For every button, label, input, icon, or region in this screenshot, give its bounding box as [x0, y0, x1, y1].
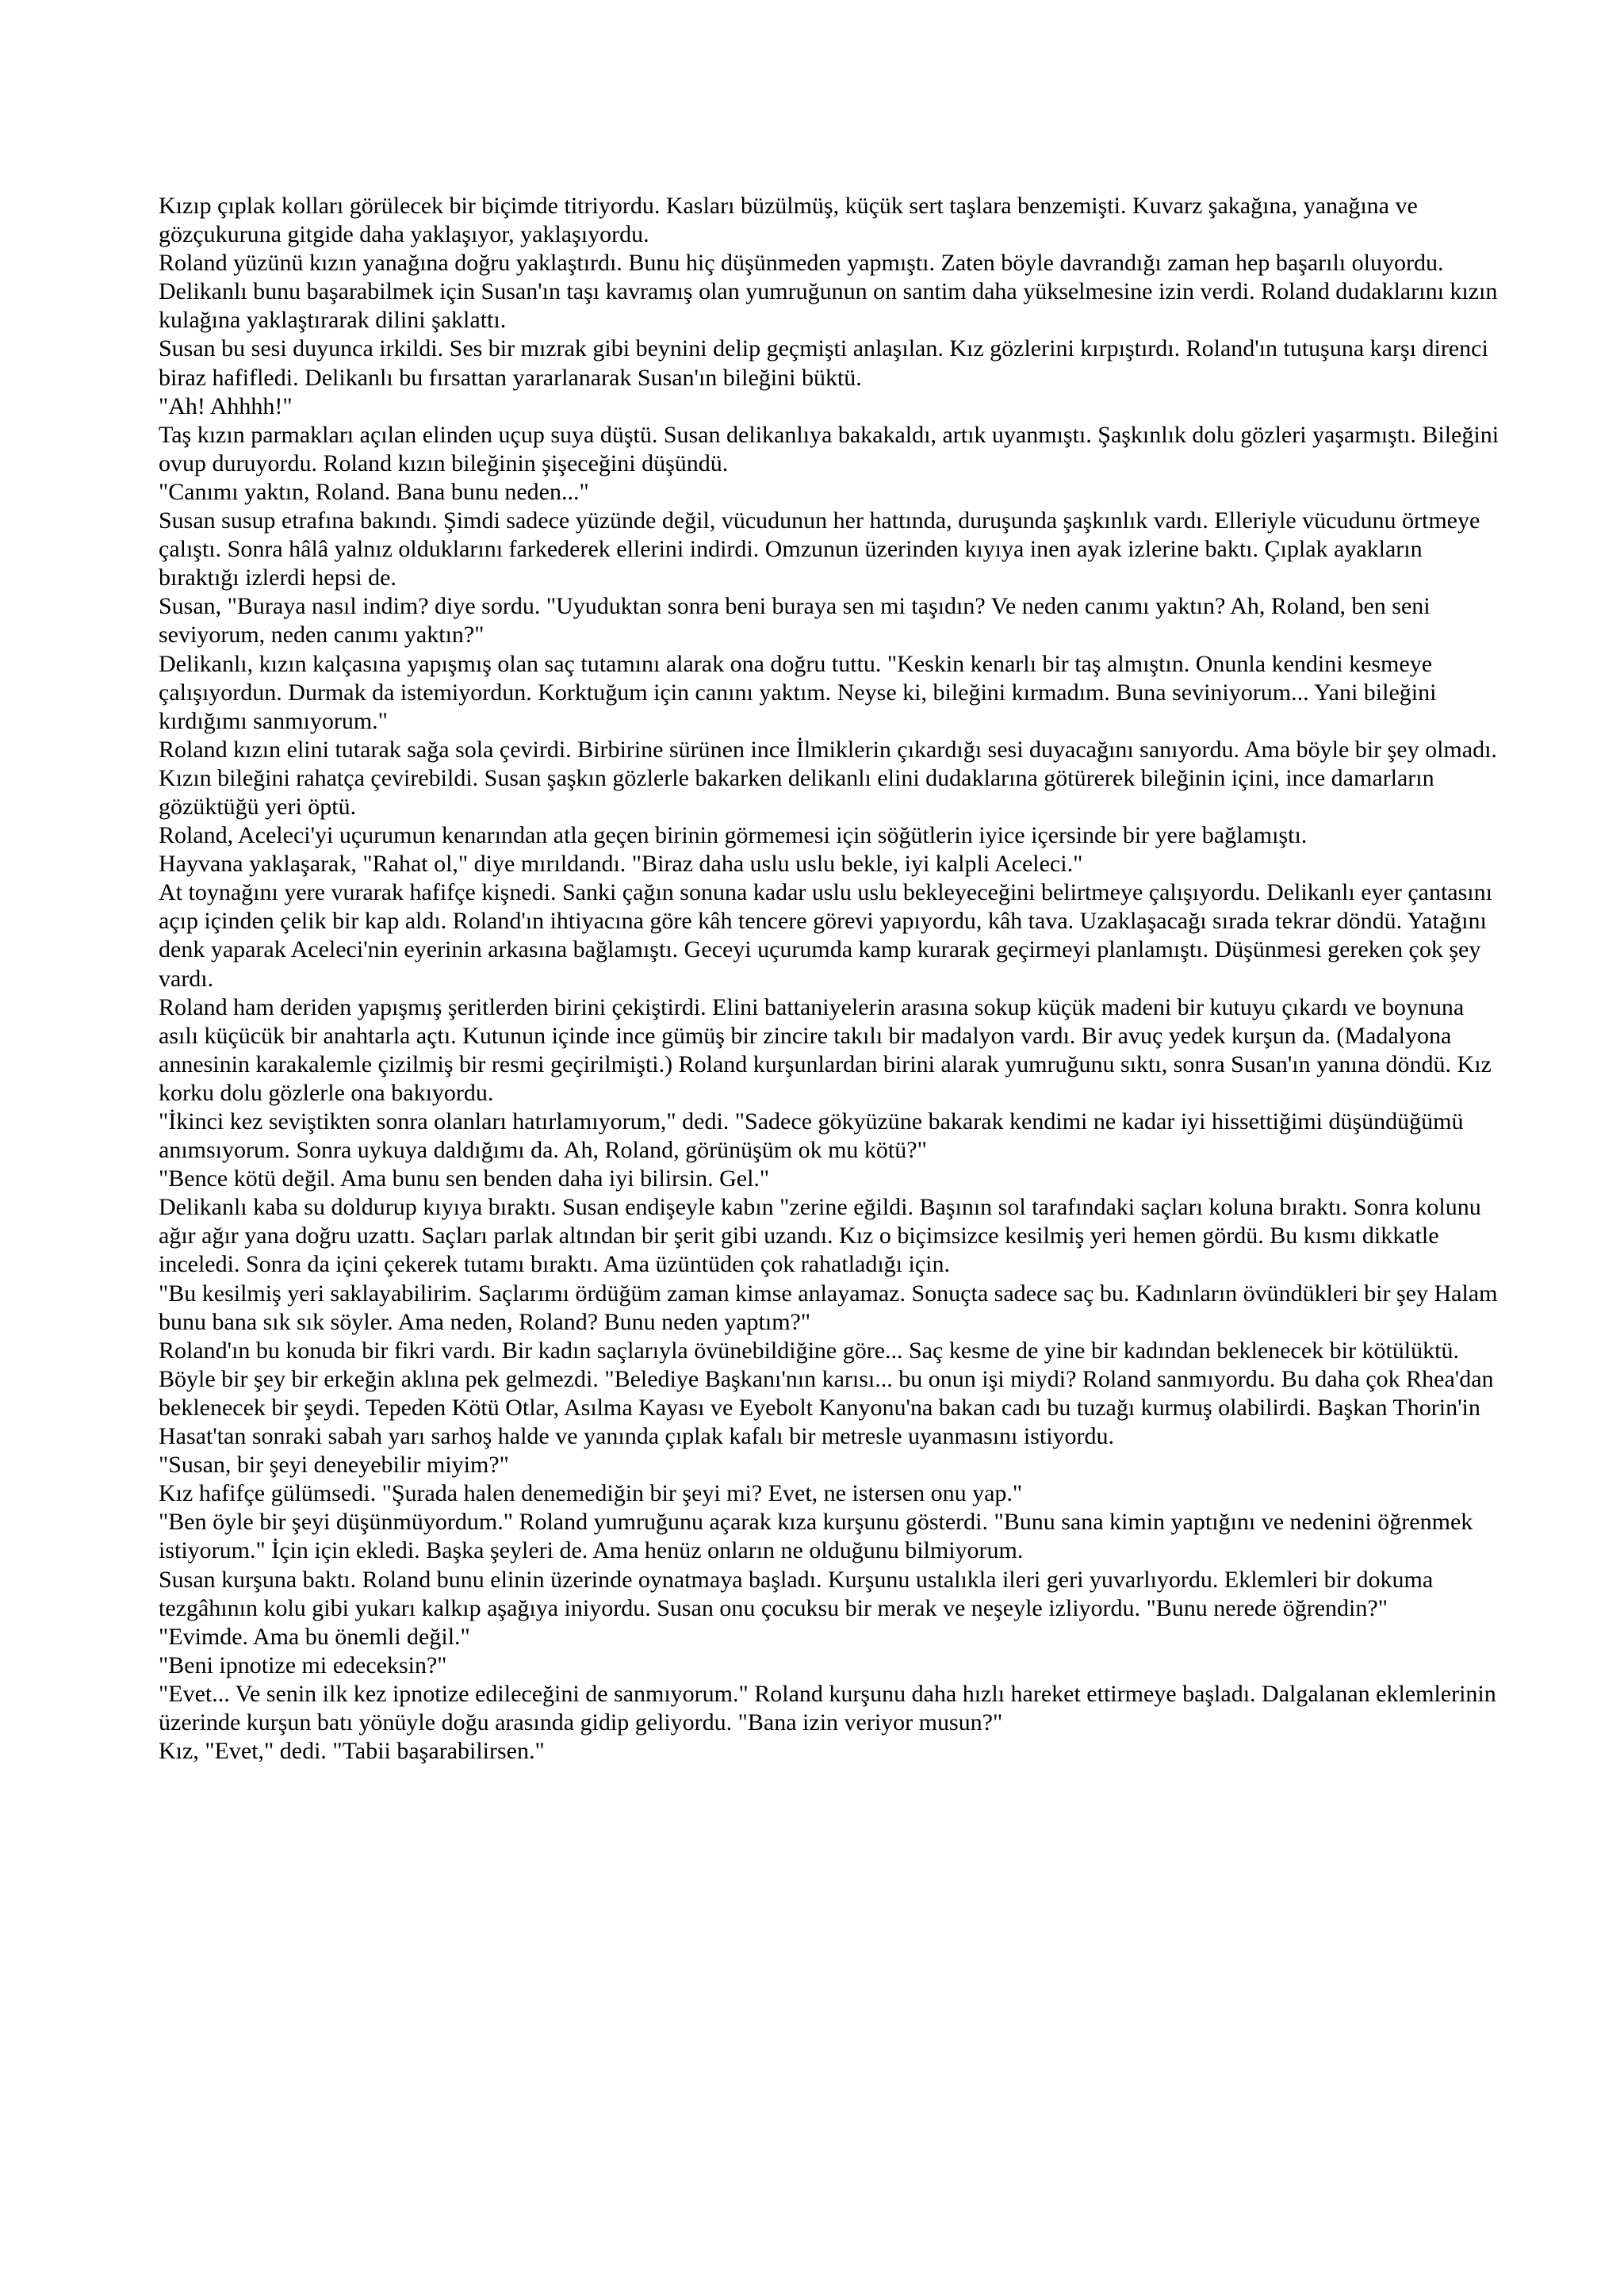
paragraph: "Ben öyle bir şeyi düşünmüyordum." Roland yumruğunu açarak kıza kurşunu gösterdi. "Bunu sana kimin yaptığını ve nedenini öğrenmek istiyorum." İçin için ekledi. Başka şeyleri de. Ama henüz onların ne olduğunu bilmiyorum. — [159, 1509, 1473, 1564]
paragraph: Delikanlı, kızın kalçasına yapışmış olan saç tutamını alarak ona doğru tuttu. "Keskin kenarlı bir taş almıştın. Onunla kendini kesmeye çalışıyordun. Durmak da istemiyordun. Korktuğum için canını yaktım. Neyse ki, bileğini kırmadım. Buna seviniyorum... Yani bileğini kırdığımı sanmıyorum." — [159, 650, 1437, 734]
paragraph: "Bence kötü değil. Ama bunu sen benden daha iyi bilirsin. Gel." — [159, 1165, 770, 1192]
paragraph: "Canımı yaktın, Roland. Bana bunu neden..." — [159, 478, 589, 505]
paragraph: "Beni ipnotize mi edeceksin?" — [159, 1651, 447, 1678]
paragraph: Kızıp çıplak kolları görülecek bir biçimde titriyordu. Kasları büzülmüş, küçük sert taşlara benzemişti. Kuvarz şakağına, yanağına ve gözçukuruna gitgide daha yaklaşıyor, yaklaşıyordu. — [159, 193, 1418, 248]
paragraph: At toynağını yere vurarak hafifçe kişnedi. Sanki çağın sonuna kadar uslu uslu bekleyeceğini belirtmeye çalışıyordu. Delikanlı eyer çantasını açıp içinden çelik bir kap aldı. Roland'ın ihtiyacına göre kâh tencere görevi yapıyordu, kâh tava. Uzaklaşacağı sırada tekrar döndü. Yatağını denk yaparak Aceleci'nin eyerinin arkasına bağlamıştı. Geceyi uçurumda kamp kurarak geçirmeyi planlamıştı. Düşünmesi gereken çok şey vardı. — [159, 879, 1492, 992]
paragraph: "Evimde. Ama bu önemli değil." — [159, 1623, 470, 1650]
paragraph: Hayvana yaklaşarak, "Rahat ol," diye mırıldandı. "Biraz daha uslu uslu bekle, iyi kalpli Aceleci." — [159, 851, 1083, 878]
document-page — [159, 192, 1507, 1766]
paragraph: Taş kızın parmakları açılan elinden uçup suya düştü. Susan delikanlıya bakakaldı, artık uyanmıştı. Şaşkınlık dolu gözleri yaşarmıştı. Bileğini ovup duruyordu. Roland kızın bileğinin şişeceğini düşündü. — [159, 421, 1500, 476]
paragraph: Susan susup etrafına bakındı. Şimdi sadece yüzünde değil, vücudunun her hattında, duruşunda şaşkınlık vardı. Elleriyle vücudunu örtmeye çalıştı. Sonra hâlâ yalnız olduklarını farkederek ellerini indirdi. Omzunun üzerinden kıyıya inen ayak izlerine baktı. Çıplak ayakların bıraktığı izlerdi hepsi de. — [159, 507, 1480, 591]
paragraph: Susan bu sesi duyunca irkildi. Ses bir mızrak gibi beynini delip geçmişti anlaşılan. Kız gözlerini kırpıştırdı. Roland'ın tutuşuna karşı direnci biraz hafifledi. Delikanlı bu fırsattan yararlanarak Susan'ın bileğini büktü. — [159, 335, 1488, 391]
paragraph: Kız hafifçe gülümsedi. "Şurada halen denemediğin bir şeyi mi? Evet, ne istersen onu yap." — [159, 1480, 1023, 1507]
paragraph: "Susan, bir şeyi deneyebilir miyim?" — [159, 1452, 509, 1479]
paragraph: Roland kızın elini tutarak sağa sola çevirdi. Birbirine sürünen ince İlmiklerin çıkardığı sesi duyacağını sanıyordu. Ama böyle bir şey olmadı. Kızın bileğini rahatça çevirebildi. Susan şaşkın gözlerle bakarken delikanlı elini dudaklarına götürerek bileğinin içini, ince damarların gözüktüğü yeri öptü. — [159, 736, 1497, 820]
paragraph: Roland yüzünü kızın yanağına doğru yaklaştırdı. Bunu hiç düşünmeden yapmıştı. Zaten böyle davrandığı zaman hep başarılı oluyordu. Delikanlı bunu başarabilmek için Susan'ın taşı kavramış olan yumruğunun on santim daha yükselmesine izin verdi. Roland dudaklarını kızın kulağına yaklaştırarak dilini şaklattı. — [159, 250, 1498, 334]
paragraph: Roland ham deriden yapışmış şeritlerden birini çekiştirdi. Elini battaniyelerin arasına sokup küçük madeni bir kutuyu çıkardı ve boynuna asılı küçücük bir anahtarla açtı. Kutunun içinde ince gümüş bir zincire takılı bir madalyon vardı. Bir avuç yedek kurşun da. (Madalyona annesinin karakalemle çizilmiş bir resmi geçirilmişti.) Roland kurşunlardan birini alarak yumruğunu sıktı, sonra Susan'ın yanına döndü. Kız korku dolu gözlerle ona bakıyordu. — [159, 993, 1492, 1106]
paragraph: "Ah! Ahhhh!" — [159, 392, 293, 419]
paragraph: "Evet... Ve senin ilk kez ipnotize edileceğini de sanmıyorum." Roland kurşunu daha hızlı hareket ettirmeye başladı. Dalgalanan eklemlerinin üzerinde kurşun batı yönüyle doğu arasında gidip geliyordu. "Bana izin veriyor musun?" — [159, 1680, 1496, 1735]
paragraph: "İkinci kez seviştikten sonra olanları hatırlamıyorum," dedi. "Sadece gökyüzüne bakarak kendimi ne kadar iyi hissettiğimi düşündüğümü anımsıyorum. Sonra uykuya daldığımı da. Ah, Roland, görünüşüm ok mu kötü?" — [159, 1108, 1464, 1164]
paragraph: Kız, "Evet," dedi. "Tabii başarabilirsen." — [159, 1738, 545, 1765]
paragraph: Susan, "Buraya nasıl indim? diye sordu. "Uyuduktan sonra beni buraya sen mi taşıdın? Ve neden canımı yaktın? Ah, Roland, ben seni seviyorum, neden canımı yaktın?" — [159, 593, 1431, 649]
paragraph: "Bu kesilmiş yeri saklayabilirim. Saçlarımı ördüğüm zaman kimse anlayamaz. Sonuçta sadece saç bu. Kadınların övündükleri bir şey Halam bunu bana sık sık söyler. Ama neden, Roland? Bunu neden yaptım?" — [159, 1280, 1498, 1335]
paragraph: Susan kurşuna baktı. Roland bunu elinin üzerinde oynatmaya başladı. Kurşunu ustalıkla ileri geri yuvarlıyordu. Eklemleri bir dokuma tezgâhının kolu gibi yukarı kalkıp aşağıya iniyordu. Susan onu çocuksu bir merak ve neşeyle izliyordu. "Bunu nerede öğrendin?" — [159, 1566, 1434, 1621]
paragraph: Delikanlı kaba su doldurup kıyıya bıraktı. Susan endişeyle kabın "zerine eğildi. Başının sol tarafındaki saçları koluna bıraktı. Sonra kolunu ağır ağır yana doğru uzattı. Saçları parlak altından bir şerit gibi uzandı. Kız o biçimsizce kesilmiş yeri hemen gördü. Bu kısmı dikkatle inceledi. Sonra da içini çekerek tutamı bıraktı. Ama üzüntüden çok rahatladığı için. — [159, 1194, 1481, 1278]
paragraph: Roland'ın bu konuda bir fikri vardı. Bir kadın saçlarıyla övünebildiğine göre... Saç kesme de yine bir kadından beklenecek bir kötülüktü. Böyle bir şey bir erkeğin aklına pek gelmezdi. "Belediye Başkanı'nın karısı... bu onun işi miydi? Roland sanmıyordu. Bu daha çok Rhea'dan beklenecek bir şeydi. Tepeden Kötü Otlar, Asılma Kayası ve Eyebolt Kanyonu'na bakan cadı bu tuzağı kurmuş olabilirdi. Başkan Thorin'in Hasat'tan sonraki sabah yarı sarhoş halde ve yanında çıplak kafalı bir metresle uyanmasını istiyordu. — [159, 1337, 1494, 1450]
paragraph: Roland, Aceleci'yi uçurumun kenarından atla geçen birinin görmemesi için söğütlerin iyice içersinde bir yere bağlamıştı. — [159, 822, 1308, 849]
